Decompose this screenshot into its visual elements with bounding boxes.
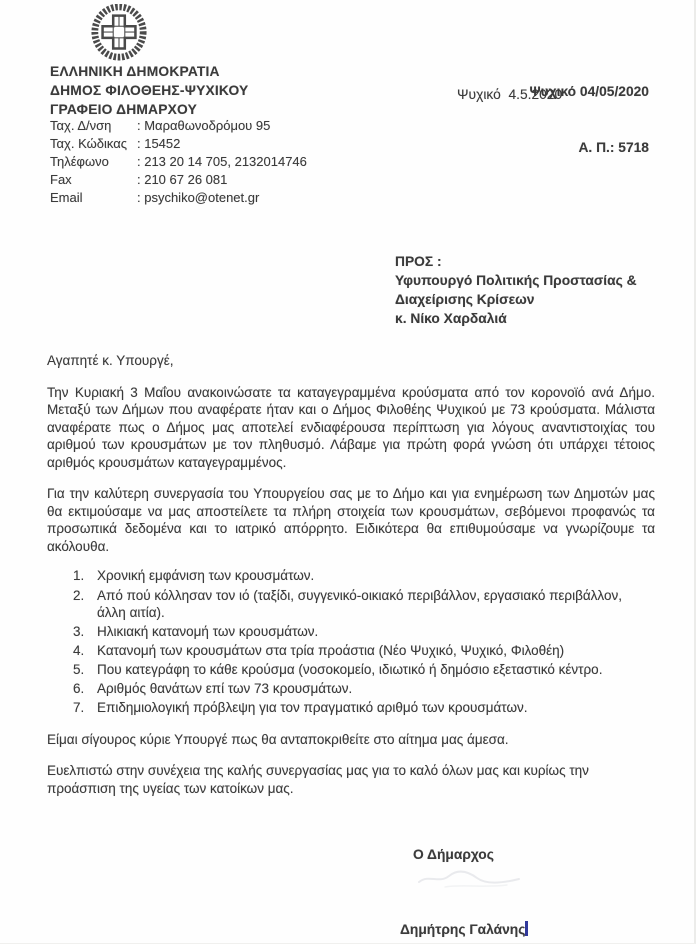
org-line-municipality: ΔΗΜΟΣ ΦΙΛΟΘΕΗΣ-ΨΥΧΙΚΟΥ: [50, 83, 249, 98]
greeting: Αγαπητέ κ. Υπουργέ,: [47, 353, 174, 368]
list-item: [97, 623, 622, 641]
greek-coat-of-arms-icon: [88, 4, 150, 62]
signature-title: Ο Δήμαρχος: [413, 847, 494, 862]
contact-label: Ταχ. Κώδικας: [50, 136, 127, 151]
scan-cursor-artifact: [525, 921, 528, 936]
contact-value: : 210 67 26 081: [137, 172, 228, 187]
list-item-text: Κατανομή των κρουσμάτων στα τρία προάστια (Νέο Ψυχικό, Ψυχικό, Φιλοθέη): [97, 643, 565, 659]
contact-label: Ταχ. Δ/νση: [50, 118, 112, 133]
date-protocol-block: [529, 46, 649, 194]
paragraph-request: Για την καλύτερη συνεργασία του Υπουργείου σας με το Δήμο και για ενημέρωση των Δημοτών μας θα εκτιμούσαμε να μας αποστείλετε τα πλήρη στοιχεία των κρουσμάτων, σεβόμενοι προφανώς τα προσωπικά δεδομένα και το ιατρικό απόρρητο. Ειδικότερα θα επιθυμούσαμε να γνωρίζουμε τα ακόλουθα.: [47, 486, 655, 554]
place-date-stamp: Ψυχικό 04/05/2020: [529, 84, 649, 99]
list-item-text: Επιδημιολογική πρόβλεψη για τον πραγματικό αριθμό των κρουσμάτων.: [97, 700, 528, 716]
contact-value: : 213 20 14 705, 2132014746: [137, 154, 307, 169]
paragraph-announcement: Την Κυριακή 3 Μαΐου ανακοινώσατε τα καταγεγραμμένα κρούσματα από τον κορονοϊό ανά Δήμο. Μεταξύ των Δήμων που αναφέρατε ήταν και ο Δήμος Φιλοθέης Ψυχικού με 73 κρούσματα. Μάλιστα αναφέρατε πως ο Δήμος μας αποτελεί ενδιαφέρουσα περίπτωση για λόγους αναντιστοιχίας του αριθμού των κρουσμάτων με τον πληθυσμό. Λάβαμε για πρώτη φορά γνώση ότι υπάρχει τέτοιος αριθμός κρουσμάτων καταγεγραμμένος.: [47, 384, 655, 470]
requested-items-list: [47, 567, 622, 716]
recipient-block: [395, 252, 637, 328]
list-item-text: Από πού κόλλησαν τον ιό (ταξίδι, συγγενικό-οικιακό περιβάλλον, εργασιακό περιβάλλον, άλλη αιτία).: [97, 587, 622, 621]
list-item-text: Που κατεγράφη το κάθε κρούσμα (νοσοκομείο, ιδιωτικό ή δημόσιο εξεταστικό κέντρο.: [97, 662, 603, 678]
letter-body: [47, 352, 655, 797]
contact-row-postal-code: [50, 136, 380, 153]
faint-signature-mark: [415, 866, 525, 892]
contact-row-fax: [50, 172, 380, 189]
contact-details: [50, 118, 380, 208]
list-item: [97, 642, 622, 660]
place-date-typed: Ψυχικό 4.5.2020: [457, 87, 563, 102]
list-item: [97, 661, 622, 679]
protocol-number: Α. Π.: 5718: [578, 139, 649, 155]
list-item-text: Χρονική εμφάνιση των κρουσμάτων.: [97, 568, 315, 584]
organization-header: [50, 62, 248, 119]
list-item: [97, 567, 622, 585]
signature-name: [400, 921, 528, 939]
contact-row-address: [50, 118, 380, 135]
contact-row-phone: [50, 154, 380, 171]
contact-label: Fax: [50, 172, 72, 187]
recipient-label: ΠΡΟΣ :: [395, 254, 442, 269]
list-item-text: Ηλικιακή κατανομή των κρουσμάτων.: [97, 624, 319, 640]
list-item: [97, 680, 622, 698]
recipient-line: Διαχείρισης Κρίσεων: [395, 292, 535, 307]
list-item: [97, 587, 622, 622]
org-line-office: ΓΡΑΦΕΙΟ ΔΗΜΑΡΧΟΥ: [50, 102, 197, 117]
recipient-line: κ. Νίκο Χαρδαλιά: [395, 311, 507, 326]
contact-label: Email: [50, 190, 83, 205]
contact-row-email: [50, 190, 380, 207]
contact-value: : psychiko@otenet.gr: [137, 190, 260, 205]
closing-assurance: Είμαι σίγουρος κύριε Υπουργέ πως θα ανταποκριθείτε στο αίτημα μας άμεσα.: [47, 731, 509, 747]
org-line-country: ΕΛΛΗΝΙΚΗ ΔΗΜΟΚΡΑΤΙΑ: [50, 64, 220, 79]
contact-label: Τηλέφωνο: [50, 154, 109, 169]
recipient-line: Υφυπουργό Πολιτικής Προστασίας &: [395, 273, 637, 288]
list-item: [97, 699, 622, 717]
contact-value: : Μαραθωνοδρόμου 95: [137, 118, 271, 133]
signature-name-text: Δημήτρης Γαλάνης: [400, 922, 526, 937]
list-item-text: Αριθμός θανάτων επί των 73 κρουσμάτων.: [97, 681, 353, 697]
closing-wishes: Ευελπιστώ στην συνέχεια της καλής συνεργασίας μας για το καλό όλων μας και κυρίως την προάσπιση της υγείας των κατοίκων μας.: [47, 763, 589, 796]
contact-value: : 15452: [137, 136, 181, 151]
